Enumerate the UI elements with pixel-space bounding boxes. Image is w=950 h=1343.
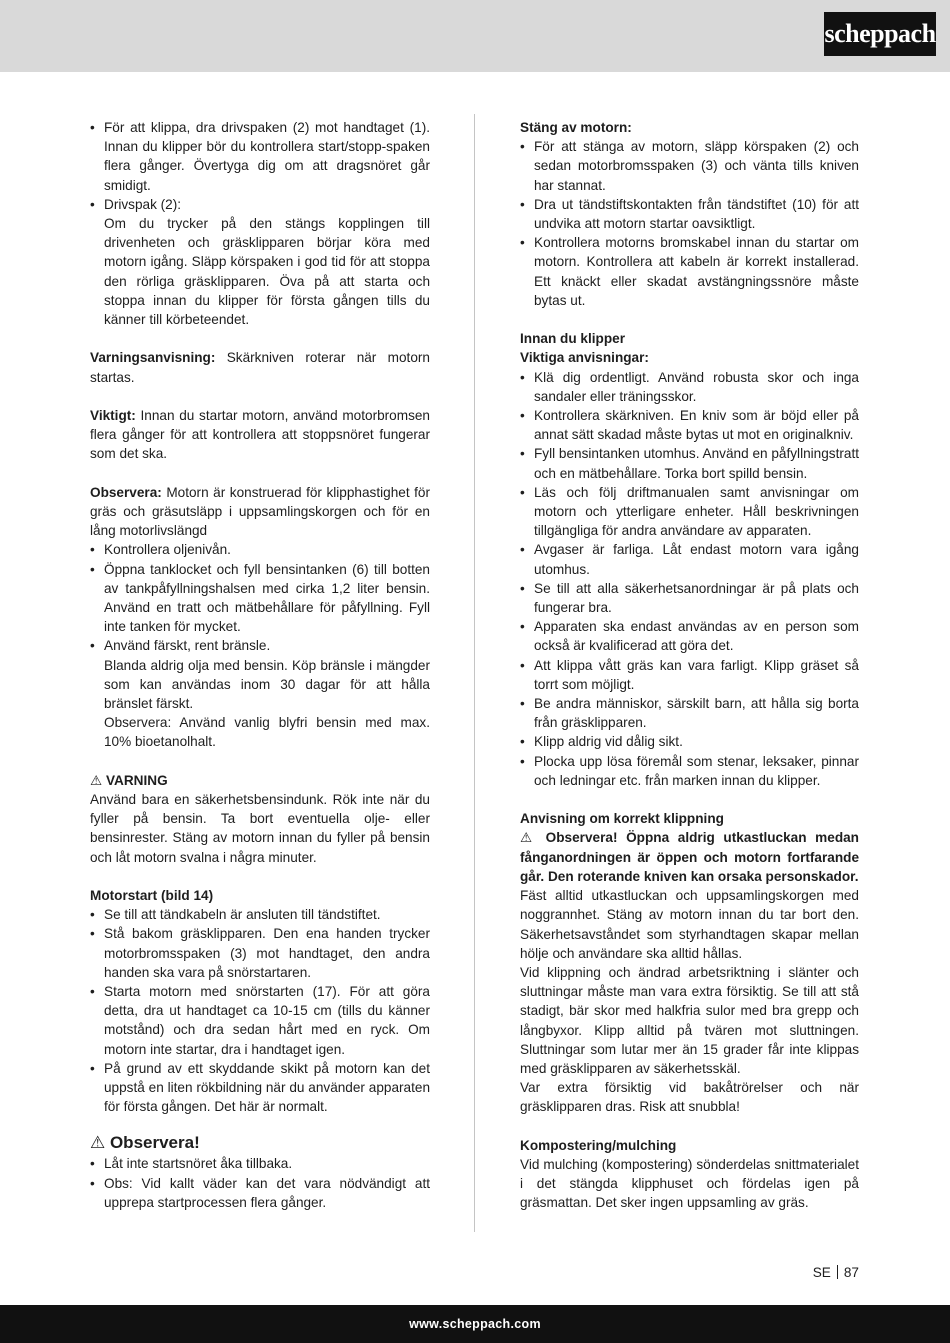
list-item: • Starta motorn med snörstarten (17). För att göra detta, dra ut handtaget ca 10-15 cm (tills du känner motstånd) och dra sedan hårt med en ryck. Om motorn inte startar, dra i handtaget igen. bbox=[90, 982, 430, 1059]
motorstart-list bbox=[90, 905, 430, 1116]
stop-list bbox=[520, 137, 859, 310]
page-language: SE bbox=[812, 1265, 831, 1280]
list-item: • Läs och följ driftmanualen samt anvisningar om motorn och ytterligare enheter. Håll beskrivningen tillgängliga för andra användare av apparaten. bbox=[520, 483, 859, 541]
important-note bbox=[90, 406, 430, 464]
list-item: • För att klippa, dra drivspaken (2) mot handtaget (1). Innan du klipper bör du kontrollera start/stopp-spaken flera gånger. Övertyga dig om att dragsnöret går smidigt. bbox=[90, 118, 430, 195]
observe-label: Observera: bbox=[90, 484, 162, 500]
list-item: • På grund av ett skyddande skikt på motorn kan det uppstå en liten rökbildning när du använder apparaten för första gången. Det här är normalt. bbox=[90, 1059, 430, 1117]
list-item: • Att klippa vått gräs kan vara farligt. Klipp gräset så torrt som möjligt. bbox=[520, 656, 859, 694]
mowing-heading: Anvisning om korrekt klippning bbox=[520, 811, 724, 827]
page-number-separator bbox=[837, 1265, 838, 1279]
list-item: • Kontrollera skärkniven. En kniv som är böjd eller på annat sätt skadad måste bytas ut mot en originalkniv. bbox=[520, 406, 859, 444]
mowing-warning: ⚠ Observera! Öppna aldrig utkastluckan medan fånganordningen är öppen och motorn fortfarande går. Den roterande kniven kan orsaka personskador. bbox=[520, 830, 859, 884]
stop-heading: Stäng av motorn: bbox=[520, 120, 632, 135]
list-item: • Se till att tändkabeln är ansluten till tändstiftet. bbox=[90, 905, 430, 924]
list-item: • Klipp aldrig vid dålig sikt. bbox=[520, 732, 859, 751]
observe-note bbox=[90, 483, 430, 541]
fuel-text: Blanda aldrig olja med bensin. Köp bränsle i mängder som kan användas inom 30 dagar för att hålla bränslet färskt. bbox=[104, 657, 430, 712]
list-item: • Klä dig ordentligt. Använd robusta skor och inga sandaler eller träningsskor. bbox=[520, 368, 859, 406]
right-column bbox=[520, 118, 859, 1213]
list-item: • Fyll bensintanken utomhus. Använd en påfyllningstratt och en mätbehållare. Torka bort spilld bensin. bbox=[520, 444, 859, 482]
varning-heading: ⚠ VARNING bbox=[90, 772, 168, 788]
observera-list bbox=[90, 1154, 430, 1212]
list-item: • Kontrollera oljenivån. bbox=[90, 540, 430, 559]
list-item: • Låt inte startsnöret åka tillbaka. bbox=[90, 1154, 430, 1173]
motorstart-heading: Motorstart (bild 14) bbox=[90, 888, 214, 904]
mowing-text: Fäst alltid utkastluckan och uppsamlingskorgen med noggrannhet. Stäng av motorn innan du tar bort den. Säkerhetsavståndet som styrhandtagen skapar mellan hölje och användare ska alltid hållas. bbox=[520, 888, 859, 961]
mowing-text: Vid klippning och ändrad arbetsriktning i slänter och sluttningar måste man vara extra försiktig. Se till att stå stadigt, bär skor med halkfria sulor med bra grepp och långbyxor. Klipp alltid på tvären mot sluttningen. Sluttningar som lutar mer än 15 grader får inte klippas med gräsklipparen av säkerhetsskäl. bbox=[520, 964, 859, 1076]
list-item: • Drivspak (2): bbox=[90, 195, 430, 214]
list-item: • Se till att alla säkerhetsanordningar är på plats och fungerar bra. bbox=[520, 579, 859, 617]
list-item: • Plocka upp lösa föremål som stenar, leksaker, pinnar och ledningar etc. från marken innan du klipper. bbox=[520, 752, 859, 790]
fuel-list bbox=[90, 540, 430, 655]
important-text: Innan du startar motorn, använd motorbromsen flera gånger för att kontrollera att stoppsnöret fungerar som det ska. bbox=[90, 408, 430, 462]
list-item: • För att stänga av motorn, släpp körspaken (2) och sedan motorbromsspaken (3) och vänta tills kniven har stannat. bbox=[520, 137, 859, 195]
list-item: • Stå bakom gräsklipparen. Den ena handen trycker motorbromsspaken (3) mot handtaget, den andra handen ska vara på snörstartaren. bbox=[90, 924, 430, 982]
warning-label: Varningsanvisning: bbox=[90, 350, 216, 366]
page-number bbox=[813, 1265, 859, 1280]
list-item: • Öppna tanklocket och fyll bensintanken (6) till botten av tankpåfyllningshalsen med cirka 1,2 liter bensin. Använd en tratt och mätbehållare för påfyllning. Fyll inte tanken för mycket. bbox=[90, 560, 430, 637]
before-list bbox=[520, 368, 859, 790]
page-number-value: 87 bbox=[843, 1265, 859, 1280]
list-item: • Obs: Vid kallt väder kan det vara nödvändigt att upprepa startprocessen flera gånger. bbox=[90, 1174, 430, 1212]
list-item: • Be andra människor, särskilt barn, att hålla sig borta från gräsklipparen. bbox=[520, 694, 859, 732]
list-item: • Använd färskt, rent bränsle. bbox=[90, 636, 430, 655]
warning-note bbox=[90, 348, 430, 386]
drive-lever-text: Om du trycker på den stängs kopplingen till drivenheten och gräsklipparen börjar köra med motorn igång. Släpp körspaken i god tid för att stoppa den rörliga gräsklipparen. Öva på att starta och stoppa innan du klipper för första gången tills du känner till körbeteendet. bbox=[104, 216, 430, 328]
footer-url: www.scheppach.com bbox=[409, 1317, 541, 1331]
mulch-heading: Kompostering/mulching bbox=[520, 1137, 677, 1153]
important-label: Viktigt: bbox=[90, 408, 136, 424]
important-instructions-heading: Viktiga anvisningar: bbox=[520, 350, 649, 366]
list-item: • Avgaser är farliga. Låt endast motorn vara igång utomhus. bbox=[520, 540, 859, 578]
observe-text: Motorn är konstruerad för klipphastighet för gräs och gräsutsläpp i uppsamlingskorgen och för en lång motorlivslängd bbox=[90, 484, 430, 539]
mowing-text: Var extra försiktig vid bakåtrörelser och när gräsklipparen dras. Risk att snubbla! bbox=[520, 1080, 859, 1115]
left-column bbox=[90, 118, 430, 1212]
list-item: • Apparaten ska endast användas av en person som också är kvalificerad att göra det. bbox=[520, 617, 859, 655]
list-item: • Kontrollera motorns bromskabel innan du startar om motorn. Kontrollera att kabeln är korrekt installerad. Ett knäckt eller skadat avstängningssnöre måste bytas ut. bbox=[520, 233, 859, 310]
column-divider bbox=[474, 114, 475, 1232]
mulch-text: Vid mulching (kompostering) sönderdelas snittmaterialet i det stängda klipphuset och fördelas igen på gräsmattan. Det sker ingen uppsamling av gräs. bbox=[520, 1156, 859, 1211]
intro-list bbox=[90, 118, 430, 214]
list-item: • Dra ut tändstiftskontakten från tändstiftet (10) för att undvika att motorn startar oavsiktligt. bbox=[520, 195, 859, 233]
fuel-note: Observera: Använd vanlig blyfri bensin med max. 10% bioetanolhalt. bbox=[104, 715, 430, 750]
observera-heading: ⚠ Observera! bbox=[90, 1133, 200, 1153]
before-heading: Innan du klipper bbox=[520, 331, 625, 347]
warning-text: Skärkniven roterar när motorn startas. bbox=[90, 350, 430, 385]
scheppach-logo: scheppach bbox=[824, 12, 936, 56]
varning-text: Använd bara en säkerhetsbensindunk. Rök inte när du fyller på bensin. Ta bort eventuella olje- eller bensinrester. Stäng av motorn innan du fyller på bensin och låt motorn svalna i några minuter. bbox=[90, 792, 430, 865]
footer-bar bbox=[0, 1305, 950, 1343]
header-bar bbox=[0, 0, 950, 72]
